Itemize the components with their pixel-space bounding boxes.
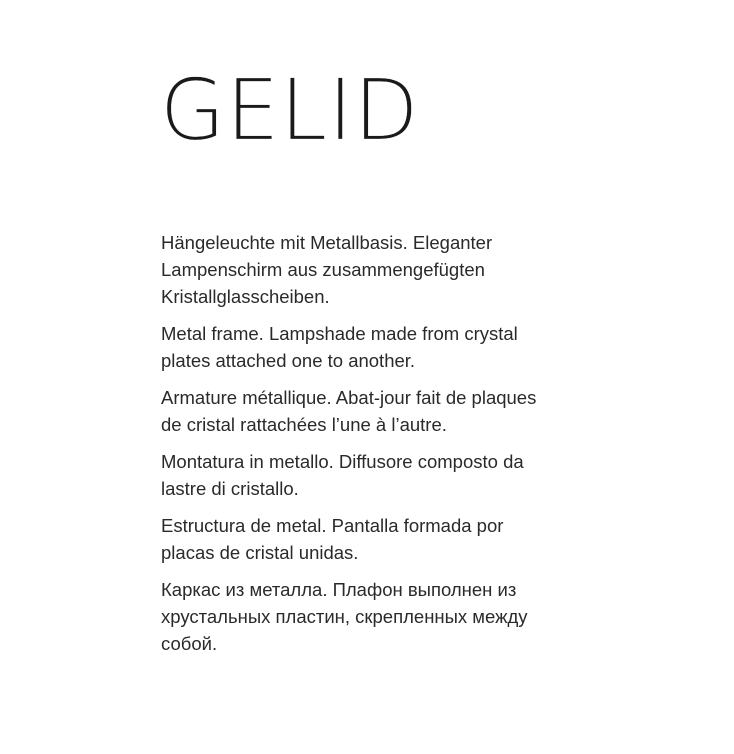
description-italian: Montatura in metallo. Diffusore composto da lastre di cristallo.	[161, 451, 524, 499]
description-spanish: Estructura de metal. Pantalla formada por placas de cristal unidas.	[161, 515, 504, 563]
description-french: Armature métallique. Abat-jour fait de plaques de cristal rattachées l’une à l’autre.	[161, 387, 537, 435]
description-russian: Каркас из металла. Плафон выполнен из хрустальных пластин, скрепленных между собой.	[161, 579, 528, 654]
product-descriptions	[161, 229, 581, 667]
product-title: GELID	[160, 61, 420, 159]
description-german: Hängeleuchte mit Metallbasis. Eleganter Lampenschirm aus zusammengefügten Kristallglasscheiben.	[161, 232, 493, 307]
description-english: Metal frame. Lampshade made from crystal plates attached one to another.	[161, 323, 518, 371]
